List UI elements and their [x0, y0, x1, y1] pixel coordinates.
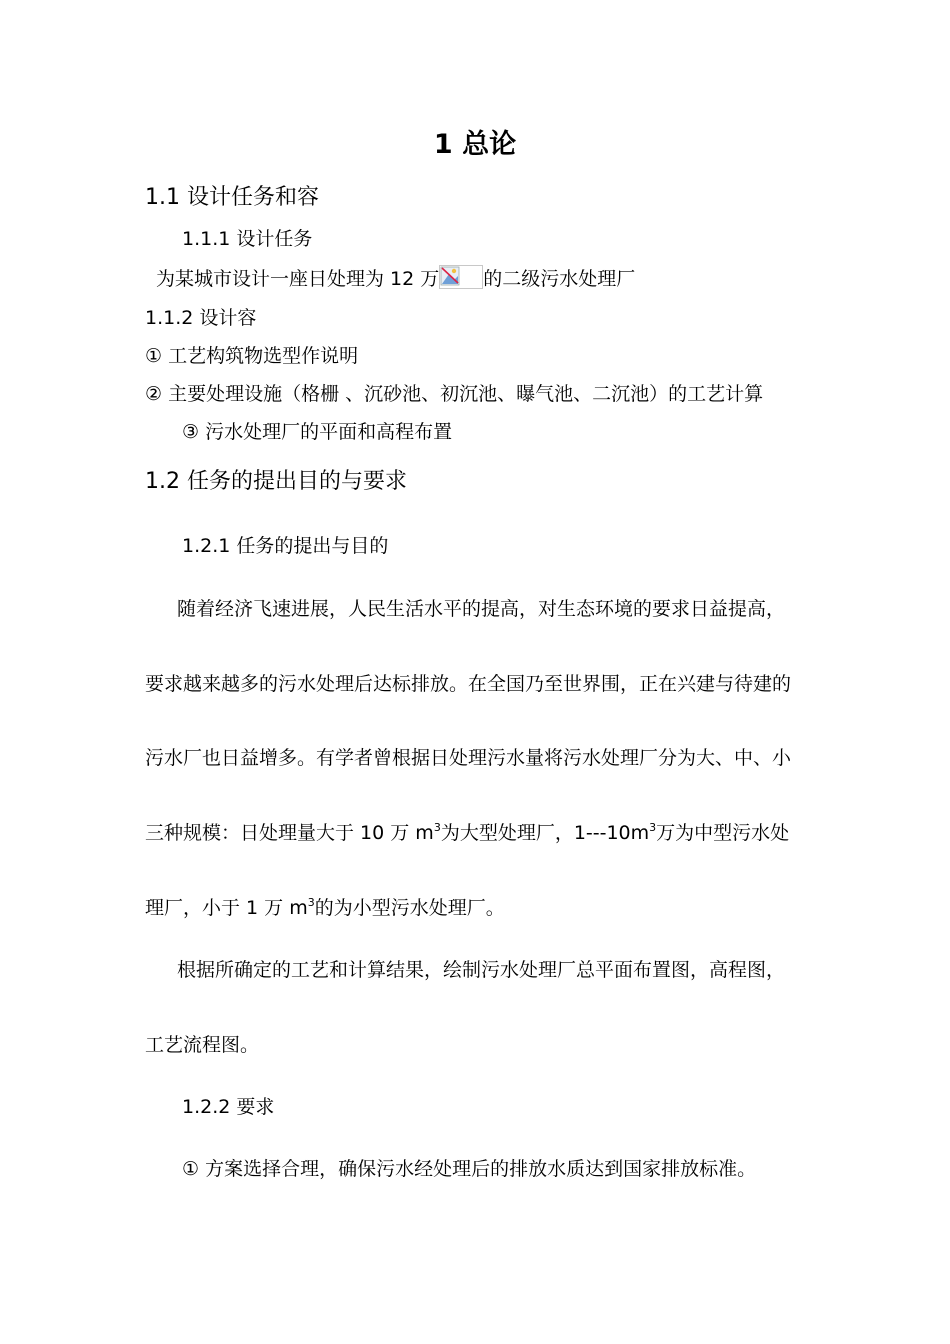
- paragraph-line: 要求越来越多的污水处理后达标排放。在全国乃至世界围，正在兴建与待建的: [145, 673, 792, 695]
- broken-image-icon: [439, 265, 483, 289]
- heading-1-1-1: 1.1.1 设计任务: [182, 228, 313, 250]
- list-item: ① 工艺构筑物选型作说明: [145, 345, 359, 367]
- task-text-before: 为某城市设计一座日处理为 12 万: [156, 268, 440, 290]
- paragraph-line: 污水厂也日益增多。有学者曾根据日处理污水量将污水处理厂分为大、中、小: [145, 747, 792, 769]
- page-title: 1 总论: [433, 129, 517, 160]
- list-item: ② 主要处理设施（格栅 、沉砂池、初沉池、曝气池、二沉池）的工艺计算: [145, 383, 764, 405]
- heading-1-2: 1.2 任务的提出目的与要求: [145, 469, 407, 494]
- paragraph-line: 理厂，小于 1 万 $m^3$的为小型污水处理厂。: [145, 895, 505, 919]
- list-item: ① 方案选择合理，确保污水经处理后的排放水质达到国家排放标准。: [182, 1158, 757, 1180]
- heading-1-2-1: 1.2.1 任务的提出与目的: [182, 535, 389, 557]
- heading-1-1-2: 1.1.2 设计容: [145, 307, 257, 329]
- paragraph-line: 工艺流程图。: [145, 1034, 260, 1056]
- task-text-after: 的二级污水处理厂: [483, 268, 636, 290]
- paragraph-line: 根据所确定的工艺和计算结果，绘制污水处理厂总平面布置图，高程图，: [177, 959, 786, 981]
- paragraph-line: 三种规模：日处理量大于 10 万 $m^3$为大型处理厂，$1---10m^3$万为中型污水处: [145, 820, 790, 844]
- heading-1-1: 1.1 设计任务和容: [145, 185, 319, 210]
- paragraph-line: 随着经济飞速进展，人民生活水平的提高，对生态环境的要求日益提高，: [177, 598, 786, 620]
- list-item: ③ 污水处理厂的平面和高程布置: [182, 421, 453, 443]
- task-description: [156, 265, 635, 292]
- heading-1-2-2: 1.2.2 要求: [182, 1096, 275, 1118]
